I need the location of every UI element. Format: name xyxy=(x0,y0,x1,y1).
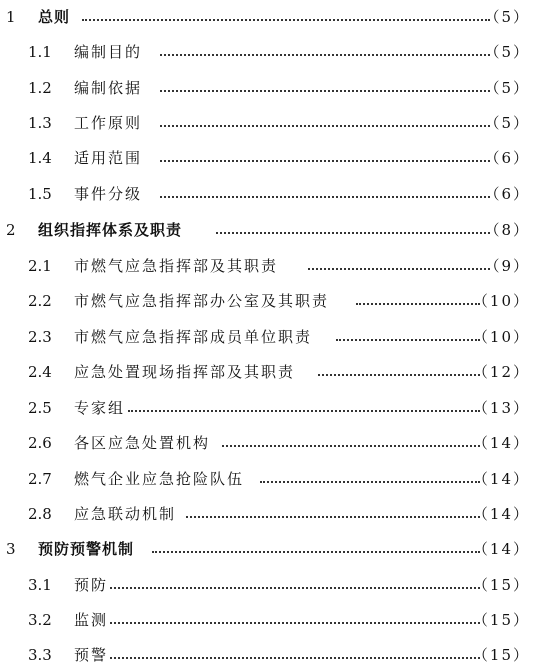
toc-leader xyxy=(110,622,480,624)
toc-number: 2 xyxy=(6,221,16,239)
toc-entry[interactable] xyxy=(0,146,536,170)
toc-page: （15） xyxy=(472,611,530,629)
toc-entry[interactable] xyxy=(0,5,536,29)
toc-number: 2.8 xyxy=(28,505,52,523)
toc-title: 各区应急处置机构 xyxy=(74,434,211,452)
toc-leader xyxy=(110,657,480,659)
toc-page: （10） xyxy=(472,328,530,346)
toc-leader xyxy=(152,551,480,553)
toc-page: （8） xyxy=(484,221,530,239)
toc-leader xyxy=(160,125,490,127)
toc-entry[interactable] xyxy=(0,76,536,100)
toc-entry[interactable] xyxy=(0,182,536,206)
toc-entry[interactable] xyxy=(0,325,536,349)
toc-page: （5） xyxy=(484,43,530,61)
toc-page: （12） xyxy=(472,363,530,381)
toc-leader xyxy=(82,19,490,21)
toc-entry[interactable] xyxy=(0,289,536,313)
toc-page: （14） xyxy=(472,470,530,488)
toc-page: （5） xyxy=(484,114,530,132)
toc-number: 1.3 xyxy=(28,114,52,132)
toc-entry[interactable] xyxy=(0,431,536,455)
toc-title: 总则 xyxy=(38,8,71,26)
toc-number: 1.5 xyxy=(28,185,52,203)
toc-number: 3.1 xyxy=(28,576,52,594)
toc-leader xyxy=(160,160,490,162)
toc-entry[interactable] xyxy=(0,467,536,491)
toc-page: （14） xyxy=(472,540,530,558)
toc-number: 2.6 xyxy=(28,434,52,452)
toc-entry[interactable] xyxy=(0,360,536,384)
toc-leader xyxy=(186,516,480,518)
toc-page: （5） xyxy=(484,79,530,97)
toc-entry[interactable] xyxy=(0,111,536,135)
toc-entry[interactable] xyxy=(0,254,536,278)
toc-title: 预防 xyxy=(74,576,109,594)
toc-leader xyxy=(308,268,490,270)
toc-page: （9） xyxy=(484,257,530,275)
toc-number: 2.4 xyxy=(28,363,52,381)
toc-number: 3.2 xyxy=(28,611,52,629)
toc-title: 组织指挥体系及职责 xyxy=(38,221,183,239)
toc-page: （5） xyxy=(484,8,530,26)
toc-title: 专家组 xyxy=(74,399,126,417)
toc-title: 市燃气应急指挥部成员单位职责 xyxy=(74,328,313,346)
toc-title: 应急联动机制 xyxy=(74,505,177,523)
toc-title: 工作原则 xyxy=(74,114,143,132)
toc-page: （6） xyxy=(484,149,530,167)
toc-title: 市燃气应急指挥部办公室及其职责 xyxy=(74,292,330,310)
toc-number: 2.7 xyxy=(28,470,52,488)
toc-leader xyxy=(318,374,480,376)
toc-number: 2.3 xyxy=(28,328,52,346)
toc-leader xyxy=(128,410,480,412)
toc-title: 监测 xyxy=(74,611,109,629)
toc-title: 燃气企业应急抢险队伍 xyxy=(74,470,245,488)
toc-entry[interactable] xyxy=(0,502,536,526)
toc-entry[interactable] xyxy=(0,218,536,242)
toc-number: 1.1 xyxy=(28,43,52,61)
toc-title: 事件分级 xyxy=(74,185,143,203)
toc-title: 编制依据 xyxy=(74,79,143,97)
toc-title: 应急处置现场指挥部及其职责 xyxy=(74,363,296,381)
toc-title: 预防预警机制 xyxy=(38,540,135,558)
toc-leader xyxy=(216,232,490,234)
toc-page: （10） xyxy=(472,292,530,310)
toc-entry[interactable] xyxy=(0,40,536,64)
toc-page: （15） xyxy=(472,576,530,594)
toc-number: 2.5 xyxy=(28,399,52,417)
toc-number: 2.1 xyxy=(28,257,52,275)
toc-number: 1.4 xyxy=(28,149,52,167)
toc-entry[interactable] xyxy=(0,573,536,597)
toc-leader xyxy=(160,90,490,92)
toc-entry[interactable] xyxy=(0,537,536,561)
toc-page: （14） xyxy=(472,505,530,523)
toc-leader xyxy=(260,481,480,483)
toc-page: （13） xyxy=(472,399,530,417)
toc-leader xyxy=(356,303,480,305)
toc-title: 市燃气应急指挥部及其职责 xyxy=(74,257,279,275)
toc-entry[interactable] xyxy=(0,396,536,420)
toc-number: 1 xyxy=(6,8,16,26)
toc-leader xyxy=(336,339,480,341)
toc-page: （15） xyxy=(472,646,530,664)
toc-page: （6） xyxy=(484,185,530,203)
toc-title: 编制目的 xyxy=(74,43,143,61)
toc-number: 3.3 xyxy=(28,646,52,664)
toc-leader xyxy=(160,54,490,56)
toc-title: 适用范围 xyxy=(74,149,143,167)
toc-entry[interactable] xyxy=(0,643,536,667)
toc-number: 2.2 xyxy=(28,292,52,310)
toc-number: 1.2 xyxy=(28,79,52,97)
toc-leader xyxy=(110,587,480,589)
toc-leader xyxy=(222,445,480,447)
toc-entry[interactable] xyxy=(0,608,536,632)
toc-leader xyxy=(160,196,490,198)
toc-page: （14） xyxy=(472,434,530,452)
toc-number: 3 xyxy=(6,540,16,558)
toc-title: 预警 xyxy=(74,646,109,664)
